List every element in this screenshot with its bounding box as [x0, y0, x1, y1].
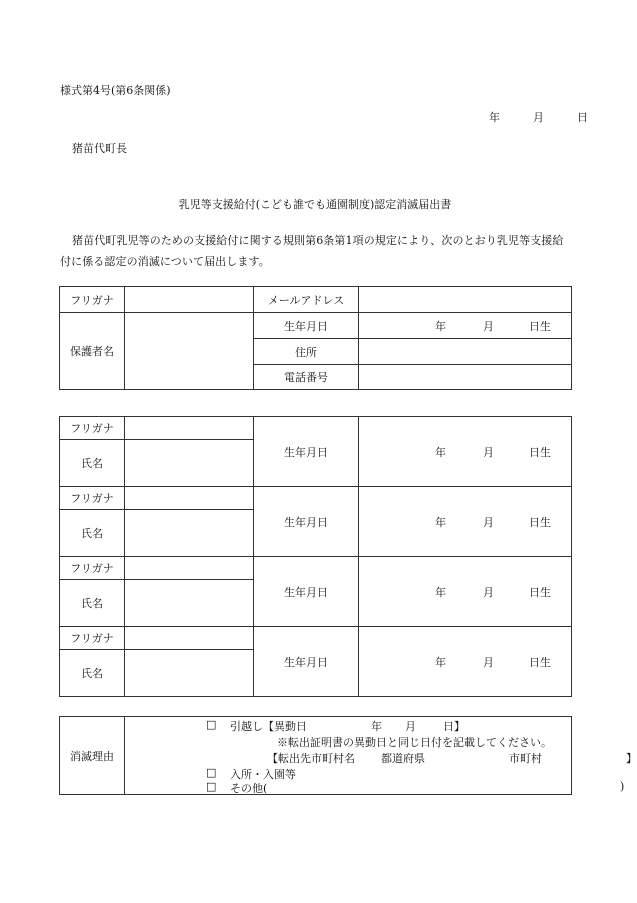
child-name-field[interactable]	[125, 440, 254, 487]
guardian-email-label: メールアドレス	[254, 287, 359, 313]
child-dob-field[interactable]	[359, 557, 572, 627]
guardian-phone-label: 電話番号	[254, 365, 359, 390]
dob-day-label: 日生	[529, 515, 551, 529]
document-title: 乳児等支援給付(こども誰でも通園制度)認定消滅届出書	[178, 198, 452, 211]
move-year-label: 年	[371, 720, 382, 733]
guardian-phone-field[interactable]	[359, 365, 572, 390]
move-day-label: 日】	[443, 720, 465, 733]
dob-month-label: 月	[483, 655, 494, 669]
dob-month-label: 月	[483, 585, 494, 599]
child-name-field[interactable]	[125, 510, 254, 557]
child-dob-field[interactable]	[359, 417, 572, 487]
guardian-address-label: 住所	[254, 339, 359, 365]
dob-month-label: 月	[483, 445, 494, 459]
reason-label: 消滅理由	[60, 717, 125, 795]
child-furigana-field[interactable]	[125, 487, 254, 510]
child-furigana-label: フリガナ	[60, 417, 125, 440]
guardian-dob-field[interactable]	[359, 313, 572, 339]
child-furigana-label: フリガナ	[60, 557, 125, 580]
guardian-dob-label: 生年月日	[254, 313, 359, 339]
other-checkbox[interactable]: □	[206, 780, 217, 793]
child-name-field[interactable]	[125, 580, 254, 627]
admission-option-label: 入所・入園等	[230, 768, 296, 781]
reason-options	[125, 717, 637, 795]
child-dob-label: 生年月日	[254, 557, 359, 627]
date-day-label: 日	[577, 111, 588, 124]
addressee: 猪苗代町長	[72, 142, 127, 155]
move-option-label: 引越し【異動日	[230, 720, 307, 733]
guardian-name-field[interactable]	[125, 313, 254, 390]
dob-year-label: 年	[435, 515, 446, 529]
prefecture-label: 都道府県	[381, 752, 425, 765]
child-dob-field[interactable]	[359, 487, 572, 557]
other-option-label: その他(	[230, 782, 268, 795]
date-year-label: 年	[489, 111, 500, 124]
destination-close: 】	[626, 752, 637, 765]
children-table	[59, 416, 572, 697]
child-name-label: 氏名	[60, 580, 125, 627]
move-checkbox[interactable]: □	[206, 718, 217, 731]
reason-table	[59, 716, 637, 795]
dob-year-label: 年	[435, 319, 446, 333]
child-name-label: 氏名	[60, 650, 125, 697]
child-dob-label: 生年月日	[254, 487, 359, 557]
move-month-label: 月	[405, 720, 416, 733]
submission-date	[489, 109, 588, 125]
child-furigana-label: フリガナ	[60, 627, 125, 650]
child-name-field[interactable]	[125, 650, 254, 697]
dob-day-label: 日生	[529, 445, 551, 459]
child-dob-label: 生年月日	[254, 417, 359, 487]
child-name-label: 氏名	[60, 510, 125, 557]
child-dob-field[interactable]	[359, 627, 572, 697]
guardian-furigana-label: フリガナ	[60, 287, 125, 313]
date-month-label: 月	[533, 111, 544, 124]
dob-day-label: 日生	[529, 585, 551, 599]
guardian-name-label: 保護者名	[60, 313, 125, 390]
dob-month-label: 月	[483, 319, 494, 333]
dob-year-label: 年	[435, 655, 446, 669]
dob-year-label: 年	[435, 445, 446, 459]
child-dob-label: 生年月日	[254, 627, 359, 697]
move-date-note: ※転出証明書の異動日と同じ日付を記載してください。	[277, 736, 552, 749]
destination-label: 【転出先市町村名	[267, 752, 355, 765]
dob-year-label: 年	[435, 585, 446, 599]
other-close: )	[620, 780, 625, 793]
dob-day-label: 日生	[529, 655, 551, 669]
guardian-email-field[interactable]	[359, 287, 572, 313]
child-furigana-field[interactable]	[125, 557, 254, 580]
guardian-furigana-field[interactable]	[125, 287, 254, 313]
dob-day-label: 日生	[529, 319, 551, 333]
form-number: 様式第4号(第6条関係)	[60, 84, 171, 97]
city-label: 市町村	[509, 752, 542, 765]
child-furigana-label: フリガナ	[60, 487, 125, 510]
intro-paragraph: 猪苗代町乳児等のための支援給付に関する規則第6条第1項の規定により、次のとおり乳児等支援給付に係る認定の消滅について届出します。	[60, 234, 564, 268]
admission-checkbox[interactable]: □	[206, 766, 217, 779]
dob-month-label: 月	[483, 515, 494, 529]
child-name-label: 氏名	[60, 440, 125, 487]
child-furigana-field[interactable]	[125, 627, 254, 650]
guardian-address-field[interactable]	[359, 339, 572, 365]
child-furigana-field[interactable]	[125, 417, 254, 440]
guardian-table	[59, 286, 572, 390]
